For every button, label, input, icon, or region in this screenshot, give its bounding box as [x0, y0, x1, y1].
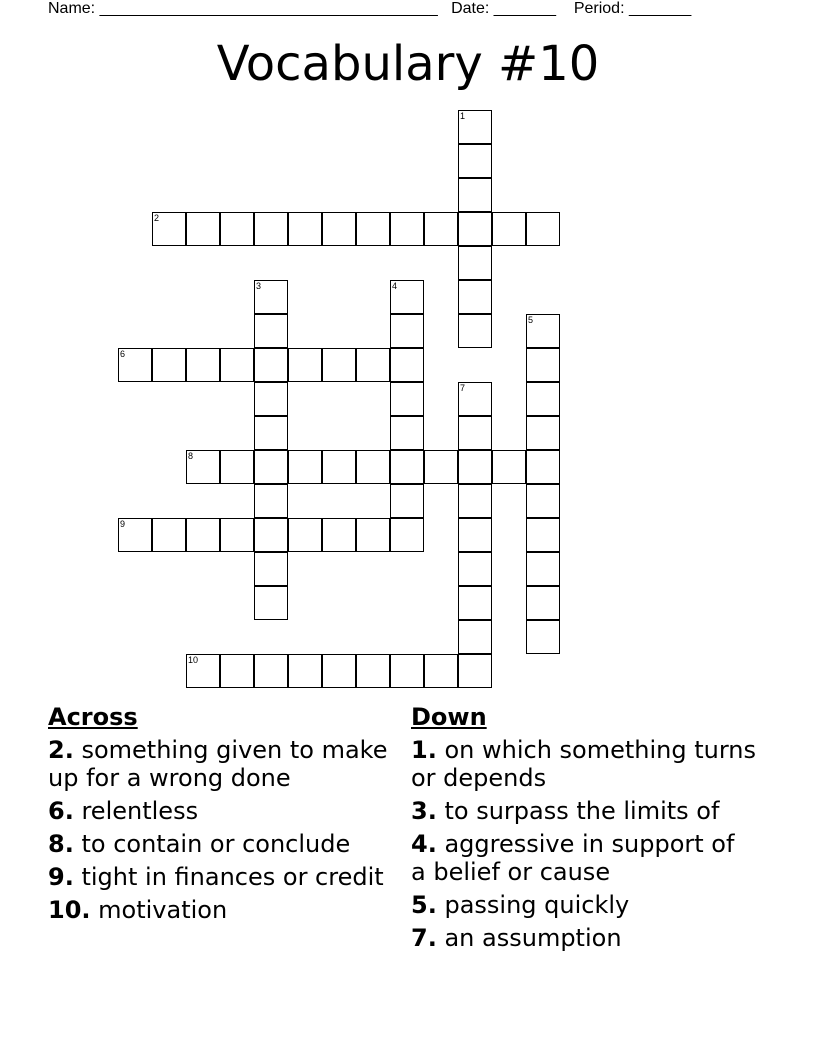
clue-across-6: 6. relentless	[48, 797, 199, 825]
down-heading: Down	[411, 703, 487, 731]
grid-cell[interactable]	[254, 348, 288, 382]
down-clues	[411, 702, 756, 957]
grid-cell[interactable]	[254, 484, 288, 518]
grid-cell[interactable]	[288, 450, 322, 484]
grid-cell[interactable]	[458, 586, 492, 620]
grid-cell[interactable]	[118, 348, 152, 382]
grid-cell[interactable]	[356, 654, 390, 688]
grid-cell[interactable]	[186, 654, 220, 688]
grid-cell[interactable]	[356, 212, 390, 246]
grid-cell[interactable]	[152, 518, 186, 552]
grid-cell[interactable]	[356, 450, 390, 484]
grid-cell[interactable]	[220, 212, 254, 246]
grid-cell[interactable]	[526, 586, 560, 620]
grid-cell[interactable]	[288, 518, 322, 552]
grid-cell[interactable]	[152, 348, 186, 382]
grid-cell[interactable]	[526, 212, 560, 246]
cell-number: 10	[188, 655, 199, 665]
across-heading: Across	[48, 703, 138, 731]
grid-cell[interactable]	[186, 518, 220, 552]
grid-cell[interactable]	[220, 654, 254, 688]
grid-cell[interactable]	[288, 348, 322, 382]
grid-cell[interactable]	[390, 348, 424, 382]
period-field[interactable]: Period: _______	[573, 0, 692, 17]
grid-cell[interactable]	[254, 382, 288, 416]
grid-cell[interactable]	[254, 450, 288, 484]
across-clues	[48, 702, 393, 929]
clue-down-7: 7. an assumption	[411, 924, 622, 952]
cell-number: 4	[392, 281, 398, 291]
grid-cell[interactable]	[186, 348, 220, 382]
grid-cell[interactable]	[254, 518, 288, 552]
grid-cell[interactable]	[322, 654, 356, 688]
grid-cell[interactable]	[390, 484, 424, 518]
grid-cell[interactable]	[458, 178, 492, 212]
grid-cell[interactable]	[186, 212, 220, 246]
grid-cell[interactable]	[254, 416, 288, 450]
grid-cell[interactable]	[254, 314, 288, 348]
grid-cell[interactable]	[458, 144, 492, 178]
grid-cell[interactable]	[254, 654, 288, 688]
grid-cell[interactable]	[526, 416, 560, 450]
grid-cell[interactable]	[390, 450, 424, 484]
clue-across-9: 9. tight in finances or credit	[48, 863, 384, 891]
grid-cell[interactable]	[152, 212, 186, 246]
grid-cell[interactable]	[458, 484, 492, 518]
grid-cell[interactable]	[322, 348, 356, 382]
clue-down-1: 1. on which something turns or depends	[411, 736, 757, 792]
page-title: Vocabulary #10	[216, 36, 600, 92]
clue-down-4: 4. aggressive in support of a belief or cause	[411, 830, 735, 886]
grid-cell[interactable]	[458, 246, 492, 280]
grid-cell[interactable]	[288, 212, 322, 246]
cell-number: 6	[120, 349, 126, 359]
grid-cell[interactable]	[526, 620, 560, 654]
grid-cell[interactable]	[322, 450, 356, 484]
grid-cell[interactable]	[458, 280, 492, 314]
grid-cell[interactable]	[390, 280, 424, 314]
grid-cell[interactable]	[390, 212, 424, 246]
grid-cell[interactable]	[458, 450, 492, 484]
grid-cell[interactable]	[424, 450, 458, 484]
grid-cell[interactable]	[254, 280, 288, 314]
grid-cell[interactable]	[492, 212, 526, 246]
grid-cell[interactable]	[322, 518, 356, 552]
grid-cell[interactable]	[424, 654, 458, 688]
cell-number: 2	[154, 213, 160, 223]
grid-cell[interactable]	[356, 518, 390, 552]
grid-cell[interactable]	[288, 654, 322, 688]
clue-across-10: 10. motivation	[48, 896, 228, 924]
grid-cell[interactable]	[118, 518, 152, 552]
grid-cell[interactable]	[458, 382, 492, 416]
clue-down-3: 3. to surpass the limits of	[411, 797, 720, 825]
grid-cell[interactable]	[254, 212, 288, 246]
grid-cell[interactable]	[526, 348, 560, 382]
grid-cell[interactable]	[458, 110, 492, 144]
cell-number: 3	[256, 281, 262, 291]
grid-cell[interactable]	[254, 552, 288, 586]
cell-number: 8	[188, 451, 194, 461]
grid-cell[interactable]	[458, 552, 492, 586]
cell-number: 9	[120, 519, 126, 529]
cell-number: 5	[528, 315, 534, 325]
cell-number: 7	[460, 383, 466, 393]
grid-cell[interactable]	[390, 314, 424, 348]
cell-number: 1	[460, 111, 466, 121]
grid-cell[interactable]	[254, 586, 288, 620]
grid-cell[interactable]	[458, 212, 492, 246]
grid-cell[interactable]	[186, 450, 220, 484]
date-field[interactable]: Date: _______	[451, 0, 557, 17]
grid-cell[interactable]	[390, 382, 424, 416]
grid-cell[interactable]	[458, 416, 492, 450]
grid-cell[interactable]	[390, 416, 424, 450]
clue-down-5: 5. passing quickly	[411, 891, 630, 919]
grid-cell[interactable]	[458, 620, 492, 654]
clue-across-2: 2. something given to make up for a wrong done	[48, 736, 388, 792]
grid-cell[interactable]	[356, 348, 390, 382]
grid-cell[interactable]	[526, 484, 560, 518]
clue-across-8: 8. to contain or conclude	[48, 830, 351, 858]
grid-cell[interactable]	[322, 212, 356, 246]
grid-cell[interactable]	[458, 654, 492, 688]
grid-cell[interactable]	[526, 552, 560, 586]
grid-cell[interactable]	[220, 348, 254, 382]
grid-cell[interactable]	[526, 382, 560, 416]
grid-cell[interactable]	[220, 518, 254, 552]
grid-cell[interactable]	[424, 212, 458, 246]
grid-cell[interactable]	[220, 450, 254, 484]
grid-cell[interactable]	[390, 654, 424, 688]
name-field[interactable]: Name: ______________________________________	[48, 0, 438, 17]
grid-cell[interactable]	[526, 518, 560, 552]
grid-cell[interactable]	[526, 314, 560, 348]
grid-cell[interactable]	[526, 450, 560, 484]
grid-cell[interactable]	[492, 450, 526, 484]
grid-cell[interactable]	[390, 518, 424, 552]
grid-cell[interactable]	[458, 518, 492, 552]
grid-cell[interactable]	[458, 314, 492, 348]
